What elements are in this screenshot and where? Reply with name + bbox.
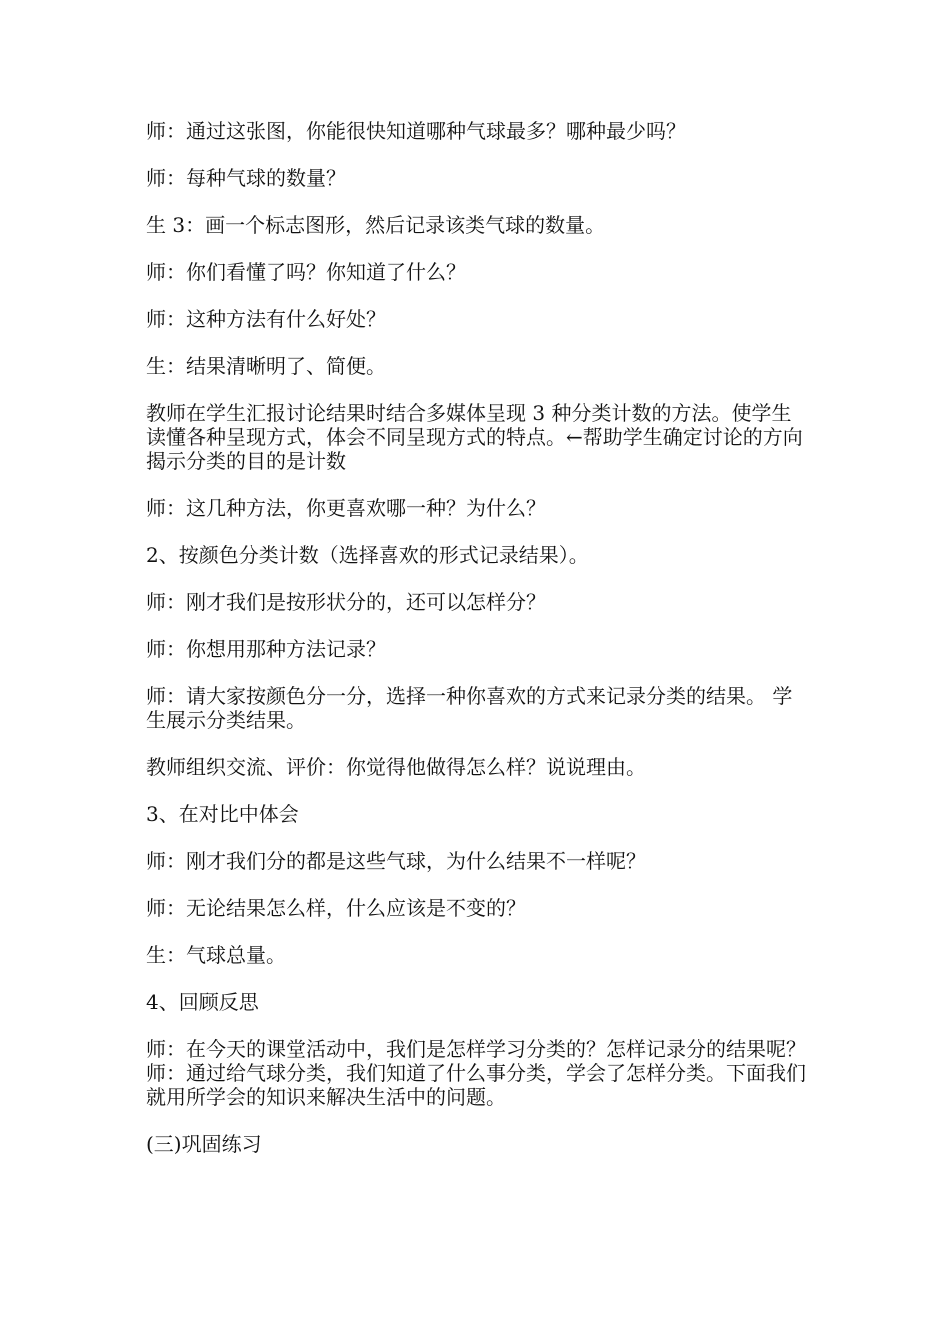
paragraph: 师：你们看懂了吗？你知道了什么？ — [146, 260, 466, 284]
section-heading: 4、回顾反思 — [146, 990, 259, 1014]
paragraph: 师：无论结果怎么样，什么应该是不变的？ — [146, 896, 526, 920]
paragraph: 师：通过这张图，你能很快知道哪种气球最多？哪种最少吗？ — [146, 119, 686, 143]
paragraph: 教师组织交流、评价：你觉得他做得怎么样？说说理由。 — [146, 755, 646, 779]
section-heading: 2、按颜色分类计数（选择喜欢的形式记录结果）。 — [146, 543, 589, 567]
paragraph: 生：结果清晰明了、简便。 — [146, 354, 386, 378]
document-body — [146, 119, 806, 1179]
paragraph: 师：在今天的课堂活动中，我们是怎样学习分类的？怎样记录分的结果呢？ 师：通过给气球分类，我们知道了什么事分类，学会了怎样分类。下面我们就用所学会的知识来解决生活中的问题。 — [146, 1037, 806, 1109]
paragraph: 师：这几种方法，你更喜欢哪一种？为什么？ — [146, 496, 546, 520]
section-heading: (三)巩固练习 — [146, 1132, 262, 1156]
paragraph: 师：这种方法有什么好处？ — [146, 307, 386, 331]
paragraph: 师：你想用那种方法记录？ — [146, 637, 386, 661]
paragraph: 师：刚才我们分的都是这些气球，为什么结果不一样呢？ — [146, 849, 646, 873]
paragraph: 师：请大家按颜色分一分，选择一种你喜欢的方式来记录分类的结果。 学生展示分类结果。 — [146, 684, 793, 732]
paragraph: 师：刚才我们是按形状分的，还可以怎样分？ — [146, 590, 546, 614]
paragraph: 生 3：画一个标志图形，然后记录该类气球的数量。 — [146, 213, 606, 237]
paragraph: 生：气球总量。 — [146, 943, 286, 967]
paragraph: 教师在学生汇报讨论结果时结合多媒体呈现 3 种分类计数的方法。使学生读懂各种呈现方式，体会不同呈现方式的特点。←帮助学生确定讨论的方向揭示分类的目的是计数 — [146, 401, 803, 473]
paragraph: 师：每种气球的数量？ — [146, 166, 346, 190]
section-heading: 3、在对比中体会 — [146, 802, 299, 826]
